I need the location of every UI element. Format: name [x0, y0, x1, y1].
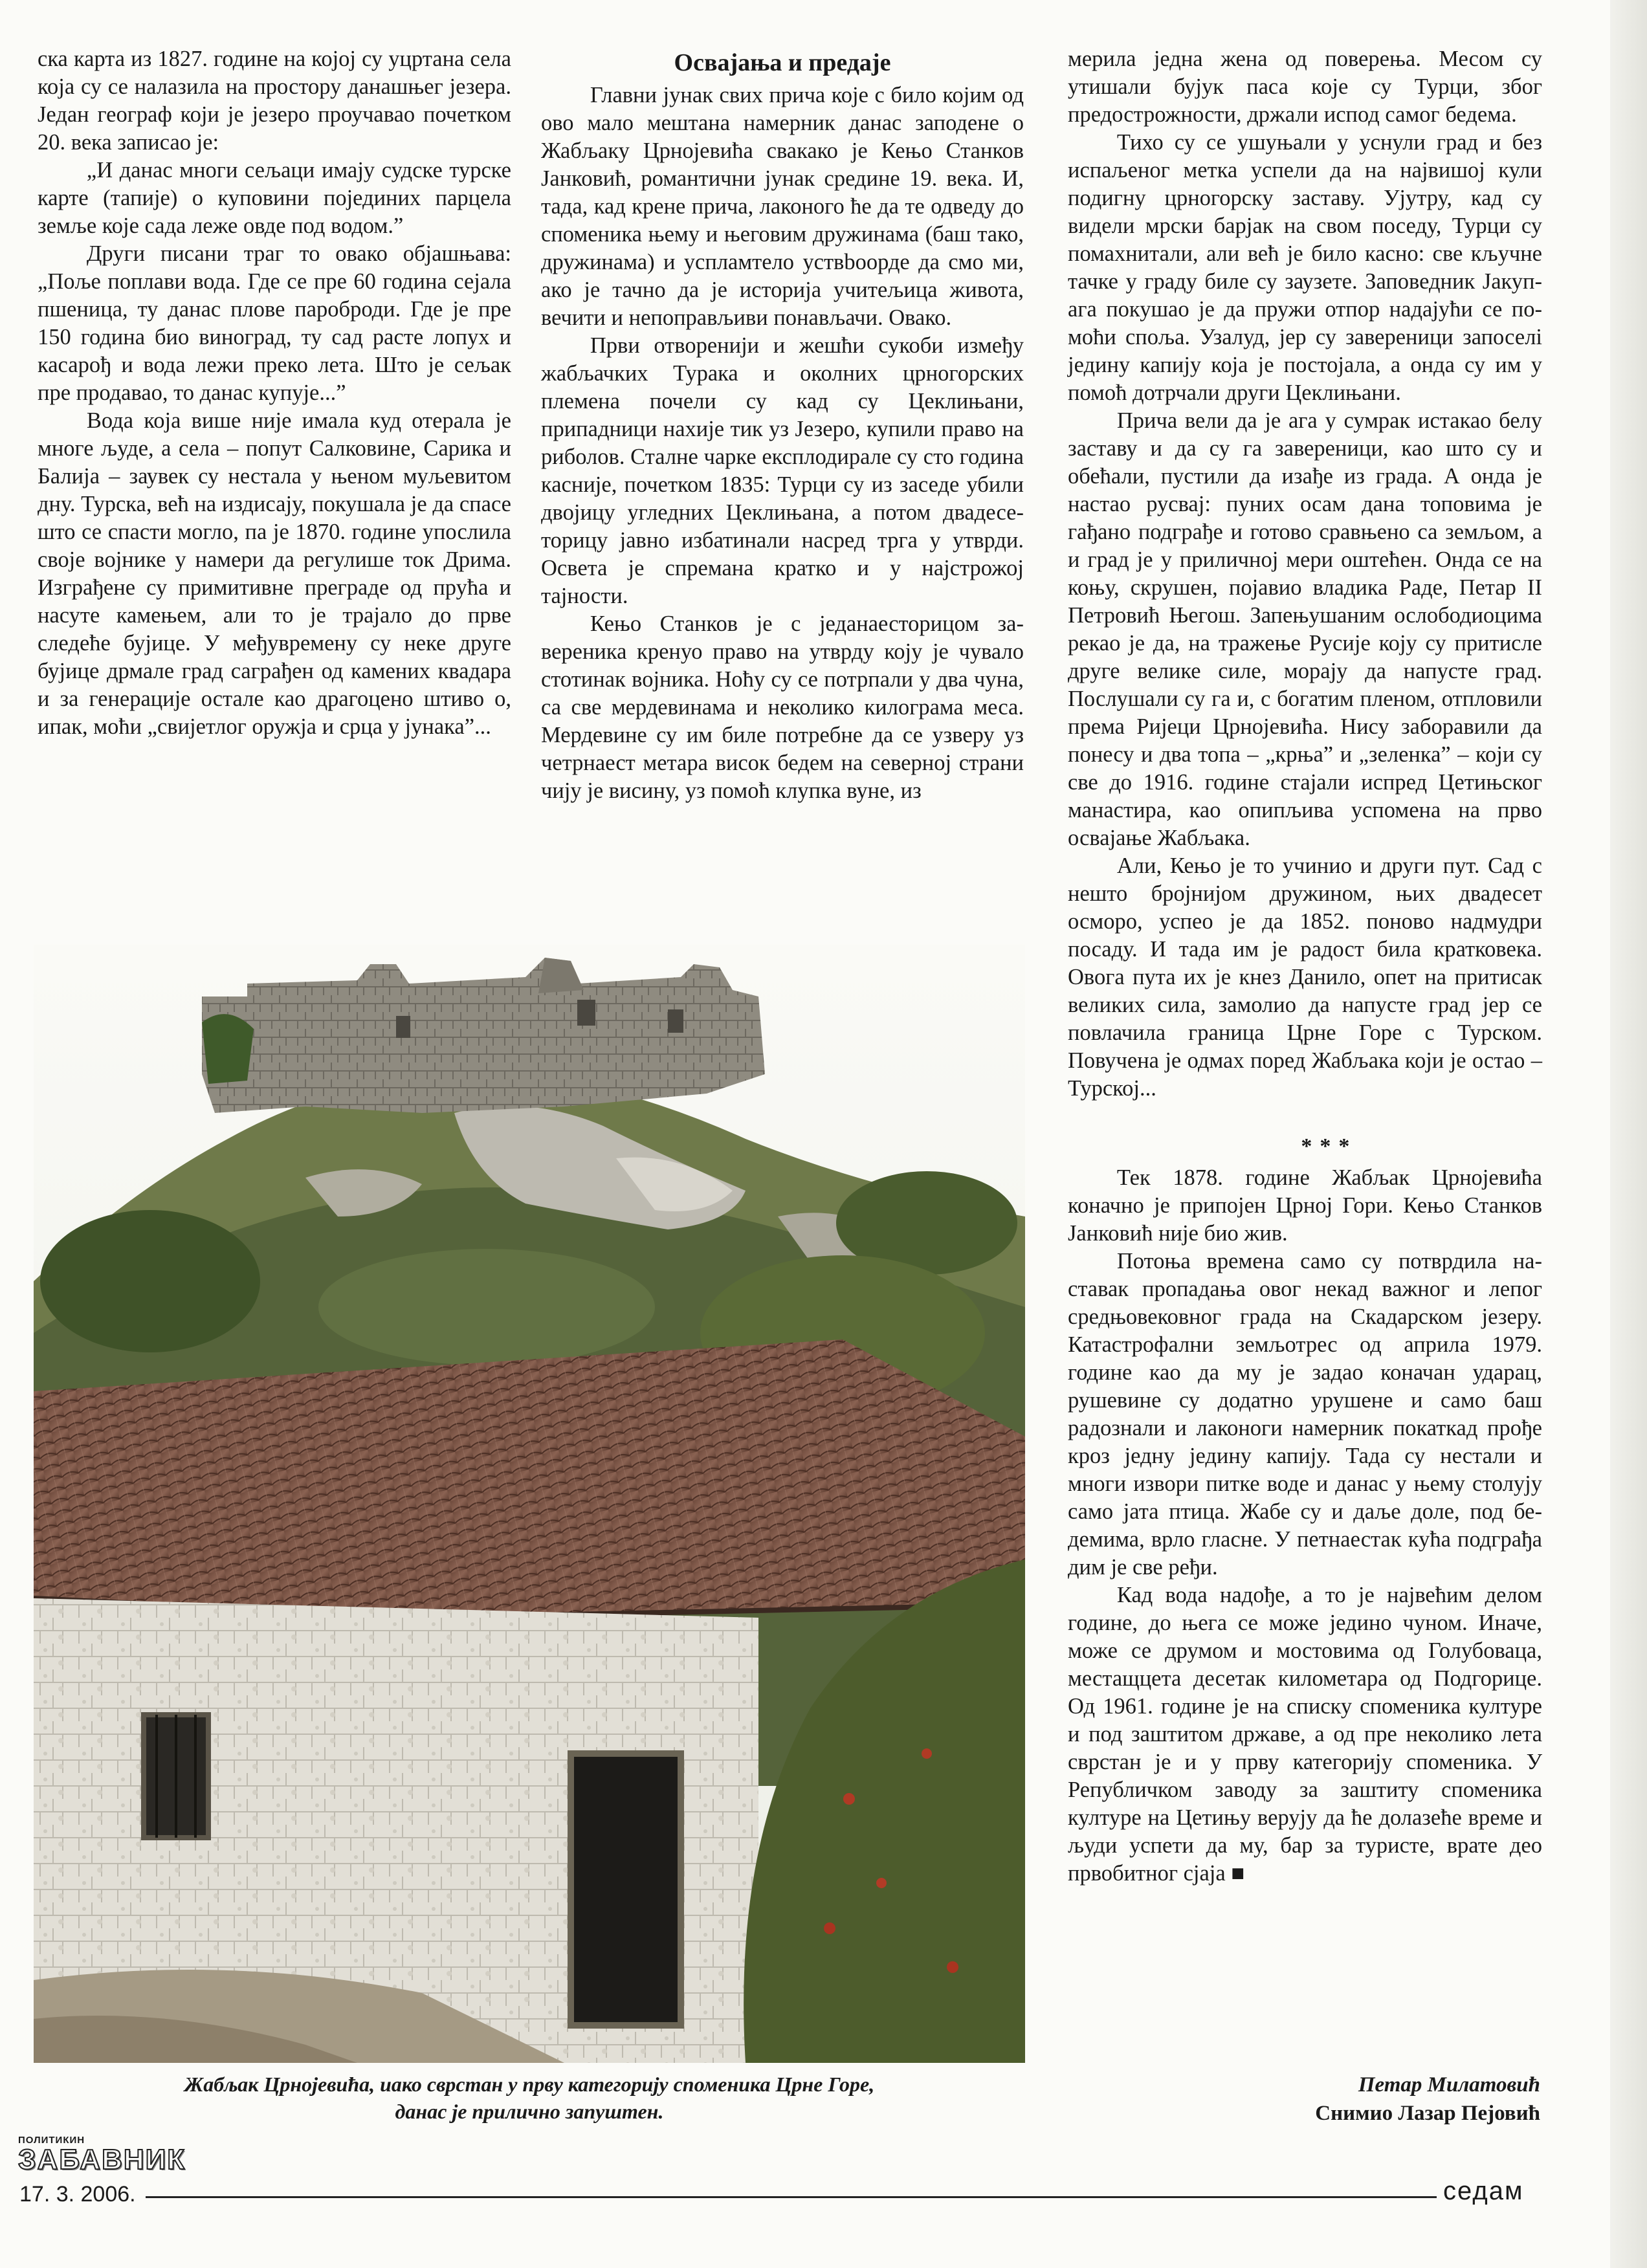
article-column-1 — [38, 45, 511, 741]
paragraph: Први отворенији и жешћи сукоби између жабљачких Турака и околних црногорских племена почели су кад су Цеклињани, припадници нахије тик уз Језеро, купили право на риболов. Сталне чарке експлодирале су сто година касније, почетком 1835: Турци су из заседе убили двојицу угледних Цеклињана, а потом двадесеторицу јавно избатинали насред трга у утврди. Освета је спремана кратко и у најстрожој тајности. — [541, 333, 1024, 608]
paragraph: Други писани траг то овако објашњава: „Поље поплави вода. Где се пре 60 година сејала пшеница, ту данас плове пароброди. Где је пре 150 година био виноград, ту сад расте лопух и касарођ и вода лежи преко лета. Што је сељак пре продавао, то данас купује...” — [38, 241, 511, 405]
article-column-3 — [1068, 45, 1542, 1888]
paragraph: Али, Кењо је то учинио и други пут. Сад с нешто бројнијом дружином, њих двадесет осморо, успео је да 1852. поново надмудри посаду. И тада им је радост била кратковека. Овога пута их је кнез Данило, опет на притисак великих сила, замолио да напусте град јер се повлачила граница Црне Горе с Турском. Повучена је одмах поред Жабљака који је остао – Турској... — [1068, 853, 1542, 1101]
logo-title: ЗАБАВНИК — [18, 2144, 186, 2175]
paragraph: Кењо Станков је с једанаесторицом завереника кренуо право на утврду коју је чувало стотинак војника. Ноћу су се потрпали у два чуна, са све мердевинама и неколико килограма меса. Мердевине су им биле потребне да се узверу уз четрнаест метара висок бедем на северној страни чију је висину, уз помоћ клупка вуне, из — [541, 611, 1024, 803]
section-divider-stars: *** — [1301, 1134, 1358, 1158]
paragraph: Главни јунак свих прича које с било којим од ово мало мештана намерник данас заподене о Жабљаку Црнојевића свакако је Кењо Станков Јанковић, романтични јунак средине 19. века. И, тада, кад крене прича, лаконого ће да те одведу до споменика њему и његовим дружинама (баш тако, дружинама) и успламтело уствbooрде да смо ми, ако је тачно да је историја учитељица живота, вечити и непоправљиви понављачи. Овако. — [541, 83, 1024, 330]
footer-rule — [146, 2196, 1437, 2198]
paragraph: ска карта из 1827. године на којој су уцртана села која су се налазила на простору данашњег језера. Један географ који је језеро проучавао почетком 20. века записао је: — [38, 47, 511, 155]
paragraph: Тек 1878. године Жабљак Црнојевића коначно је припојен Црној Гори. Кењо Станков Јанковић није био жив. — [1068, 1165, 1542, 1246]
page-edge-shading — [1610, 0, 1647, 2268]
paragraph: „И данас многи сељаци имају судске турске карте (тапије) о куповини појединих парцела земље које сада леже овде под водом.” — [38, 158, 511, 238]
section-heading: Освајања и предаје — [674, 49, 891, 76]
caption-line: данас је прилично запуштен. — [395, 2100, 664, 2123]
paragraph: Прича вели да је ага у сумрак истакао белу заставу и да су га завереници, као што су и обећали, пустили да изађе из града. А онда је настао русвај: пуних осам дана топовима је гађано подграђе и готово сравњено са земљом, а и град је у приличној мери оштећен. Онда се на коњу, скрушен, појавио владика Раде, Петар II Петровић Његош. Запењушаним ослободиоцима рекао је да, на тражење Русије коју су притисле друге велике силе, морају да напусте град. Послушали су га и, с богатим пленом, отпловили према Ријеци Црнојевића. Нису заборaвили да понесу и два топа – „крња” и „зеленка” – који су све до 1916. године стајали испред Цетињског манастира, као опипљива успомена на прво освајање Жабљака. — [1068, 408, 1542, 850]
paragraph: мерила једна жена од поверења. Месом су утишали бујук паса које су Турци, због предострожности, држали испод самог бедема. — [1068, 47, 1542, 127]
issue-date: 17. 3. 2006. — [19, 2182, 136, 2207]
paragraph: Потоња времена само су потврдила наставак пропадања овог некад важног и лепог средњовековног града на Скадарском језеру. Катастрофални земљотрес од априла 1979. године као да му је задао коначан ударац, рушевине су додатно урушене и само баш радознали и лаконоги намерник покаткад прође кроз једну једину капију. Тада су нестали и многи извори питке воде и данас у њему столују само јата птица. Жабе су и даље доле, под бедемима, врло гласне. У петнаестак кућа подграђа дим је све ређи. — [1068, 1249, 1542, 1580]
fortress-photo — [34, 945, 1025, 2063]
caption-line: Жабљак Црнојевића, иако сврстан у прву категорију споменика Црне Горе, — [184, 2073, 875, 2096]
page-number-word: седам — [1443, 2177, 1524, 2205]
paragraph: Тихо су се ушуњали у уснули град и без испаљеног метка успели да на највишој кули подигну црногорску заставу. Ујутру, кад су видели мрски барјак на свом поседу, Турци су помахнитали, али већ је било касно: све кључне тачке у граду биле су заузете. Заповедник Јакуп-ага покушао је да пружи отпор надајући се помоћи споља. Узалуд, јер су завереници запоселi једину капију која је постојала, а онда су им у помоћ дотрчали други Цеклињани. — [1068, 130, 1542, 405]
article-column-2 — [541, 45, 1024, 805]
magazine-logo — [18, 2135, 186, 2174]
photo-caption — [34, 2071, 1025, 2125]
paragraph: Вода која више није имала куд отерала је многе људе, а села – попут Салковине, Сарика и Балија – заувек су нестала у њеном муљевитом дну. Турска, већ на издисају, покушала је да спасе што се спасти могло, па је 1870. године упослила своје војнике у намери да регулише ток Дрима. Изграђене су примитивне преграде од прућа и насуте камењем, али то је трајало до прве следеће бујице. У међувремену су неке друге бујице дрмале град саграђен од камених квадара и за генерације остале као драгоцено штиво о, ипак, моћи „свијетлог оружја и срца у јунака”... — [38, 408, 511, 739]
logo-small-text: ПОЛИТИКИН — [18, 2135, 85, 2146]
photographer-credit: Снимио Лазар Пејовић — [1315, 2102, 1540, 2125]
paragraph: Кад вода надође, а то је највећим делом године, до њега се може једино чуном. Иначе, може се друмом и мостовима од Голубоваца, местащцета десетак километара од Подгорице. Од 1961. године је на списку споменика културе и под заштитом државе, а од пре неколико лета сврстан је и у прву категорију споменика. У Републичком заводу за заштиту споменика културе на Цетињу верују да ће долазеће време и људи успети да му, бар за туристе, врате део првобитног сјаја ■ — [1068, 1583, 1542, 1886]
author-byline: Петар Милатовић — [1358, 2073, 1540, 2097]
